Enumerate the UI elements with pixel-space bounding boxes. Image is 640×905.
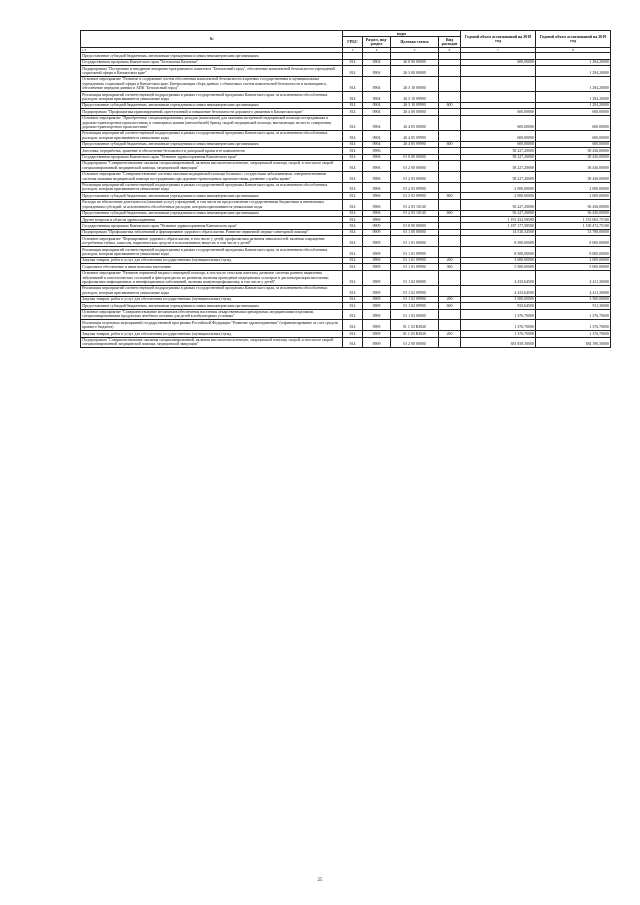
amount-2019-cell: 600,00000 (536, 115, 611, 130)
row-name-cell: Подпрограмма "Построение и внедрение аппаратно-программного комплекса "Безопасный город", обеспечение комплексной безопасности учреждений социальной сферы в Камчатском крае" (81, 66, 343, 77)
amount-2018-cell: 58 227,20000 (461, 148, 536, 154)
section-cell: 0904 (363, 102, 391, 108)
target-article-cell: 01 1 01 09990 (391, 257, 439, 263)
section-cell: 0909 (363, 337, 391, 348)
table-row (81, 160, 611, 171)
amount-2019-cell: 58 436,00000 (536, 160, 611, 171)
amount-2019-cell: 56 436,00000 (536, 210, 611, 216)
target-article-cell: 26 0 00 00000 (391, 59, 439, 65)
amount-2019-cell: 8 000,00000 (536, 247, 611, 258)
row-name-cell: Предоставление субсидий бюджетным, автономным учреждениям и иным некоммерческим организациям (81, 210, 343, 216)
amount-2018-cell: 600,00000 (461, 59, 536, 65)
row-name-cell: Основное мероприятие "Приобретение специализированных укладок (комплектов) для оказания экстренной медицинской помощи пострадавшим в дорожно-транспортных происшествиях и санитарных машин (автомобилей) бригад скорой медицинской помощи, выезжающих на место совершения дорожно-транспортного происшествия" (81, 115, 343, 130)
target-article-cell: 26 4 05 00000 (391, 115, 439, 130)
grbs-cell: 814 (343, 115, 363, 130)
section-cell: 0904 (363, 92, 391, 103)
expense-type-cell (439, 160, 461, 171)
amount-2019-cell: 8 000,00000 (536, 236, 611, 247)
table-row (81, 76, 611, 91)
row-name-cell: Реализация мероприятий соответствующей подпрограммы в рамках государственной программы Камчатского края, за исключением обособленных расходов, которым присваиваются уникальные коды (81, 182, 343, 193)
table-row (81, 92, 611, 103)
section-cell: 0909 (363, 320, 391, 331)
section-cell: 0904 (363, 66, 391, 77)
target-article-cell: 26 3 10 00000 (391, 76, 439, 91)
grbs-cell: 814 (343, 66, 363, 77)
row-name-cell: Закупка товаров, работ и услуг для обеспечения государственных (муниципальных) нужд (81, 296, 343, 302)
row-name-cell: Предоставление субсидий бюджетным, автономным учреждениям и иным некоммерческим организациям (81, 193, 343, 199)
grbs-cell: 814 (343, 92, 363, 103)
index-cell: 8 (536, 48, 611, 53)
table-row (81, 236, 611, 247)
grbs-cell: 814 (343, 148, 363, 154)
amount-2018-cell: 4 433,64500 (461, 285, 536, 296)
grbs-cell: 814 (343, 309, 363, 320)
header-grbs: ГРБС (343, 37, 363, 48)
table-row (81, 199, 611, 210)
row-name-cell: Закупка товаров, работ и услуг для обеспечения государственных (муниципальных) нужд (81, 331, 343, 337)
section-cell: 0909 (363, 285, 391, 296)
target-article-cell: 01 1 02 09990 (391, 296, 439, 302)
section-cell: 0909 (363, 236, 391, 247)
budget-table (80, 30, 611, 348)
row-name-cell: Подпрограмма "Профилактика правонарушений, преступлений и повышение безопасности дорожного движения в Камчатском крае" (81, 109, 343, 115)
amount-2018-cell: 1 376,70000 (461, 320, 536, 331)
amount-2019-cell: 56 436,00000 (536, 199, 611, 210)
amount-2019-cell: 600,00000 (536, 141, 611, 147)
target-article-cell: 01 1 02 09990 (391, 303, 439, 309)
amount-2018-cell (461, 66, 536, 77)
row-name-cell: Реализация отдельных мероприятий государственной программы Российской Федерации "Развитие здравоохранения" (софинансирование за счет средств краевого бюджета) (81, 320, 343, 331)
expense-type-cell (439, 182, 461, 193)
row-name-cell: Основное мероприятие "Формирование здорового образа жизни, в том числе у детей; профилактика развития зависимостей, включая сокращение потребления табака, алкоголя, наркотических средств и психоактивных веществ, в том числе у детей" (81, 236, 343, 247)
header-2019: Годовой объем ассигнований на 2019 год (536, 31, 611, 48)
row-name-cell: Подпрограмма "Совершенствование оказания специализированной, включая высокотехнологичную, медицинской помощи, скорой, в том числе скорой специализированной, медицинской помощи, медицинской эвакуации" (81, 337, 343, 348)
amount-2019-cell: 2 000,00000 (536, 182, 611, 193)
section-cell: 0906 (363, 182, 391, 193)
grbs-cell: 814 (343, 76, 363, 91)
amount-2019-cell: 1 376,70000 (536, 320, 611, 331)
amount-2018-cell: 1 187 177,58500 (461, 223, 536, 229)
target-article-cell: 26 4 00 00000 (391, 109, 439, 115)
target-article-cell: 01 1 00 00000 (391, 229, 439, 235)
table-row (81, 270, 611, 285)
target-article-cell: 01 1 01 09990 (391, 247, 439, 258)
amount-2018-cell: 58 227,20000 (461, 154, 536, 160)
grbs-cell: 814 (343, 182, 363, 193)
target-article-cell: 01 2 00 00000 (391, 160, 439, 171)
section-cell: 0906 (363, 154, 391, 160)
section-cell: 0904 (363, 141, 391, 147)
amount-2019-cell: 13 788,00000 (536, 229, 611, 235)
amount-2018-cell (461, 76, 536, 91)
amount-2019-cell: 3 000,00000 (536, 257, 611, 263)
table-row (81, 337, 611, 348)
table-row (81, 115, 611, 130)
row-name-cell: Реализация мероприятий соответствующей подпрограммы в рамках государственной программы Камчатского края, за исключением обособленных расходов, которым присваиваются уникальные коды (81, 130, 343, 141)
expense-type-cell (439, 320, 461, 331)
amount-2018-cell: 2 000,00000 (461, 182, 536, 193)
grbs-cell: 814 (343, 160, 363, 171)
section-cell: 0906 (363, 171, 391, 182)
grbs-cell: 814 (343, 199, 363, 210)
target-article-cell: 01 2 03 09990 (391, 193, 439, 199)
target-article-cell: 01 1 03 00000 (391, 309, 439, 320)
row-name-cell: Предоставление субсидий бюджетным, автономным учреждениям и иным некоммерческим организациям (81, 303, 343, 309)
expense-type-cell: 200 (439, 257, 461, 263)
row-name-cell: Заготовка, переработка, хранение и обеспечение безопасности донорской крови и ее компонентов (81, 148, 343, 154)
expense-type-cell (439, 270, 461, 285)
target-article-cell: 01 1 03 R3820 (391, 320, 439, 331)
amount-2018-cell: 600,00000 (461, 115, 536, 130)
grbs-cell: 814 (343, 102, 363, 108)
row-name-cell: Реализация мероприятий соответствующей подпрограммы в рамках государственной программы Камчатского края, за исключением обособленных расходов, которым присваиваются уникальные коды (81, 285, 343, 296)
expense-type-cell (439, 92, 461, 103)
amount-2019-cell: 1 294,20000 (536, 102, 611, 108)
index-cell: 6 (439, 48, 461, 53)
amount-2018-cell: 1 191 432,58500 (461, 217, 536, 223)
amount-2018-cell: 5 500,00000 (461, 264, 536, 270)
grbs-cell: 814 (343, 109, 363, 115)
expense-type-cell: 600 (439, 193, 461, 199)
page-number: 25 (317, 878, 323, 883)
amount-2018-cell: 1 376,70000 (461, 331, 536, 337)
expense-type-cell (439, 199, 461, 210)
grbs-cell: 814 (343, 130, 363, 141)
amount-2018-cell: 8 500,00000 (461, 247, 536, 258)
expense-type-cell (439, 337, 461, 348)
amount-2018-cell: 933,64500 (461, 303, 536, 309)
table-row (81, 66, 611, 77)
section-cell: 0906 (363, 193, 391, 199)
section-cell: 0909 (363, 223, 391, 229)
amount-2019-cell: 5 000,00000 (536, 264, 611, 270)
amount-2018-cell: 3 500,00000 (461, 296, 536, 302)
row-name-cell: Предоставление субсидий бюджетным, автономным учреждениям и иным некоммерческим организациям (81, 53, 343, 59)
row-name-cell: Подпрограмма "Совершенствование оказания специализированной, включая высокотехнологичную, медицинской помощи, скорой, в том числе скорой специализированной, медицинской помощи, медицинской эвакуации" (81, 160, 343, 171)
grbs-cell: 814 (343, 247, 363, 258)
header-exptype: Вид расходов (439, 37, 461, 48)
section-cell: 0904 (363, 59, 391, 65)
amount-2018-cell: 381 839,30000 (461, 337, 536, 348)
amount-2018-cell: 8 500,00000 (461, 236, 536, 247)
grbs-cell: 814 (343, 236, 363, 247)
grbs-cell: 814 (343, 337, 363, 348)
row-name-cell: Предоставление субсидий бюджетным, автономным учреждениям и иным некоммерческим организациям (81, 102, 343, 108)
grbs-cell: 814 (343, 229, 363, 235)
expense-type-cell (439, 66, 461, 77)
amount-2019-cell: 911,30000 (536, 303, 611, 309)
index-cell: 5 (391, 48, 439, 53)
expense-type-cell (439, 171, 461, 182)
expense-type-cell: 600 (439, 303, 461, 309)
amount-2019-cell: 600,00000 (536, 109, 611, 115)
expense-type-cell: 600 (439, 141, 461, 147)
target-article-cell: 01 2 00 00000 (391, 337, 439, 348)
grbs-cell: 814 (343, 285, 363, 296)
amount-2018-cell: 56 227,20000 (461, 210, 536, 216)
grbs-cell: 814 (343, 193, 363, 199)
expense-type-cell: 600 (439, 210, 461, 216)
grbs-cell: 814 (343, 270, 363, 285)
table-row (81, 320, 611, 331)
section-cell: 0909 (363, 257, 391, 263)
amount-2018-cell: 4 433,64500 (461, 270, 536, 285)
amount-2019-cell: 1 376,70000 (536, 331, 611, 337)
row-name-cell: Реализация мероприятий соответствующей подпрограммы в рамках государственной программы Камчатского края, за исключением обособленных расходов, которым присваиваются уникальные коды (81, 92, 343, 103)
table-row (81, 130, 611, 141)
index-cell: 1 2 (81, 48, 343, 53)
target-article-cell: 01 0 00 00000 (391, 223, 439, 229)
expense-type-cell: 200 (439, 331, 461, 337)
section-cell: 0906 (363, 160, 391, 171)
row-name-cell: Государственная программа Камчатского края "Безопасная Камчатка" (81, 59, 343, 65)
section-cell: 0909 (363, 309, 391, 320)
row-name-cell: Закупка товаров, работ и услуг для обеспечения государственных (муниципальных) нужд (81, 257, 343, 263)
row-name-cell: Государственная программа Камчатского края "Развитие здравоохранения Камчатского края" (81, 154, 343, 160)
expense-type-cell: 300 (439, 264, 461, 270)
expense-type-cell (439, 76, 461, 91)
amount-2019-cell: 600,00000 (536, 130, 611, 141)
target-article-cell: 01 1 01 09990 (391, 264, 439, 270)
header-2018: Годовой объем ассигнований на 2018 год (461, 31, 536, 48)
grbs-cell: 814 (343, 296, 363, 302)
row-name-cell: Реализация мероприятий соответствующей подпрограммы в рамках государственной программы Камчатского края, за исключением обособленных расходов, которым присваиваются уникальные коды (81, 247, 343, 258)
amount-2018-cell: 1 376,70000 (461, 309, 536, 320)
expense-type-cell (439, 115, 461, 130)
grbs-cell: 814 (343, 141, 363, 147)
amount-2018-cell: 600,00000 (461, 109, 536, 115)
amount-2019-cell: 1 294,20000 (536, 92, 611, 103)
grbs-cell: 814 (343, 303, 363, 309)
table-row (81, 285, 611, 296)
section-cell: 0906 (363, 210, 391, 216)
row-name-cell: Предоставление субсидий бюджетным, автономным учреждениям и иным некоммерческим организациям (81, 141, 343, 147)
section-cell: 0909 (363, 247, 391, 258)
index-cell: 3 (343, 48, 363, 53)
grbs-cell: 814 (343, 210, 363, 216)
grbs-cell: 814 (343, 320, 363, 331)
expense-type-cell: 200 (439, 296, 461, 302)
target-article-cell: 01 2 03 10140 (391, 210, 439, 216)
row-name-cell: Основное мероприятие "Развитие и содержание систем обеспечения комплексной безопасности в краевых государственных и муниципальных учреждениях социальной сферы в Камчатском крае. Централизация сбора данных с объектовых систем комплексной безопасности и мониторинга, обеспечение передачи данных в АПК "Безопасный город" (81, 76, 343, 91)
section-cell: 0909 (363, 217, 391, 223)
target-article-cell: 26 4 05 09990 (391, 130, 439, 141)
section-cell: 0904 (363, 109, 391, 115)
expense-type-cell (439, 309, 461, 320)
amount-2019-cell: 1 294,20000 (536, 76, 611, 91)
row-name-cell: Другие вопросы в области здравоохранения (81, 217, 343, 223)
section-cell: 0909 (363, 303, 391, 309)
target-article-cell: 26 4 05 09990 (391, 141, 439, 147)
expense-type-cell (439, 236, 461, 247)
amount-2018-cell: 600,00000 (461, 141, 536, 147)
row-name-cell: Основное мероприятие "Совершенствование механизмов обеспечения населения лекарственными препаратами, медицинскими изделиями, специализированными продуктами лечебного питания для детей в амбулаторных условиях" (81, 309, 343, 320)
target-article-cell: 01 1 03 R3820 (391, 331, 439, 337)
section-cell: 0904 (363, 115, 391, 130)
expense-type-cell (439, 285, 461, 296)
table-row (81, 171, 611, 182)
section-cell: 0904 (363, 130, 391, 141)
header-section: Раздел, под-раздел (363, 37, 391, 48)
index-cell: 7 (461, 48, 536, 53)
section-cell: 0909 (363, 270, 391, 285)
expense-type-cell (439, 130, 461, 141)
expense-type-cell (439, 247, 461, 258)
row-name-cell: Расходы на обеспечение деятельности (оказание услуг) учреждений, в том числе на предоставление государственным бюджетным и автономным учреждениям субсидий, за исключением обособленных расходов, которым присваиваются уникальные коды (81, 199, 343, 210)
grbs-cell: 814 (343, 223, 363, 229)
target-article-cell: 01 2 03 09990 (391, 182, 439, 193)
row-name-cell: Подпрограмма "Профилактика заболеваний и формирование здорового образа жизни. Развитие первичной медико-санитарной помощи" (81, 229, 343, 235)
target-article-cell: 01 1 01 00000 (391, 236, 439, 247)
amount-2019-cell: 2 000,00000 (536, 193, 611, 199)
amount-2018-cell: 58 227,20000 (461, 171, 536, 182)
expense-type-cell: 600 (439, 102, 461, 108)
grbs-cell: 814 (343, 331, 363, 337)
target-article-cell: 01 2 03 10140 (391, 199, 439, 210)
amount-2018-cell: 58 227,20000 (461, 160, 536, 171)
grbs-cell: 814 (343, 59, 363, 65)
header-num: № (81, 31, 343, 48)
grbs-cell: 814 (343, 217, 363, 223)
target-article-cell: 01 1 02 09990 (391, 285, 439, 296)
amount-2019-cell: 384 190,30000 (536, 337, 611, 348)
amount-2019-cell: 58 436,00000 (536, 154, 611, 160)
row-name-cell: Социальное обеспечение и иные выплаты населению (81, 264, 343, 270)
amount-2019-cell: 1 150 472,75100 (536, 223, 611, 229)
row-name-cell: Государственная программа Камчатского края "Развитие здравоохранения Камчатского края" (81, 223, 343, 229)
amount-2019-cell: 1 294,20000 (536, 59, 611, 65)
index-cell: 4 (363, 48, 391, 53)
amount-2019-cell: 58 436,00000 (536, 171, 611, 182)
amount-2019-cell: 1 155 065,75100 (536, 217, 611, 223)
table-row (81, 247, 611, 258)
amount-2018-cell: 600,00000 (461, 130, 536, 141)
section-cell: 0906 (363, 148, 391, 154)
table-row (81, 309, 611, 320)
amount-2018-cell: 14 310,34500 (461, 229, 536, 235)
amount-2018-cell: 3 000,00000 (461, 257, 536, 263)
target-article-cell: 26 3 10 09990 (391, 102, 439, 108)
amount-2019-cell: 4 411,30000 (536, 270, 611, 285)
target-article-cell: 01 2 03 00000 (391, 171, 439, 182)
grbs-cell: 814 (343, 264, 363, 270)
section-cell: 0906 (363, 199, 391, 210)
header-target: Целевая статья (391, 37, 439, 48)
section-cell: 0909 (363, 229, 391, 235)
row-name-cell: Основное мероприятие "Развитие первичной медико-санитарной помощи, в том числе сельским жителям, развитие системы раннего выявления заболеваний и патологических состояний и факторов риска их развития, включая проведение медицинских осмотров и диспансеризации населения; профилактика инфекционных и неинфекционных заболеваний, включая иммунопрофилактику, в том числе у детей" (81, 270, 343, 285)
target-article-cell: 01 0 00 00000 (391, 154, 439, 160)
grbs-cell: 814 (343, 154, 363, 160)
row-name-cell: Основное мероприятие "Совершенствование системы оказания медицинской помощи больным с сосудистыми заболеваниями, совершенствование системы оказания медицинской помощи пострадавшим при дорожно-транспортных происшествиях, развитие службы крови" (81, 171, 343, 182)
section-cell: 0909 (363, 264, 391, 270)
amount-2018-cell: 2 000,00000 (461, 193, 536, 199)
section-cell: 0904 (363, 76, 391, 91)
amount-2019-cell: 58 436,00000 (536, 148, 611, 154)
section-cell: 0909 (363, 331, 391, 337)
amount-2019-cell: 1 376,70000 (536, 309, 611, 320)
grbs-cell: 814 (343, 171, 363, 182)
amount-2018-cell (461, 92, 536, 103)
amount-2019-cell: 4 411,30000 (536, 285, 611, 296)
section-cell: 0909 (363, 296, 391, 302)
header-codes: коды (343, 31, 461, 37)
target-article-cell: 01 1 02 00000 (391, 270, 439, 285)
table-body (81, 53, 611, 348)
grbs-cell: 814 (343, 257, 363, 263)
table-row (81, 182, 611, 193)
target-article-cell: 26 3 00 00000 (391, 66, 439, 77)
amount-2019-cell: 3 500,00000 (536, 296, 611, 302)
amount-2018-cell: 56 227,20000 (461, 199, 536, 210)
target-article-cell: 26 3 10 09990 (391, 92, 439, 103)
amount-2019-cell: 1 294,20000 (536, 66, 611, 77)
